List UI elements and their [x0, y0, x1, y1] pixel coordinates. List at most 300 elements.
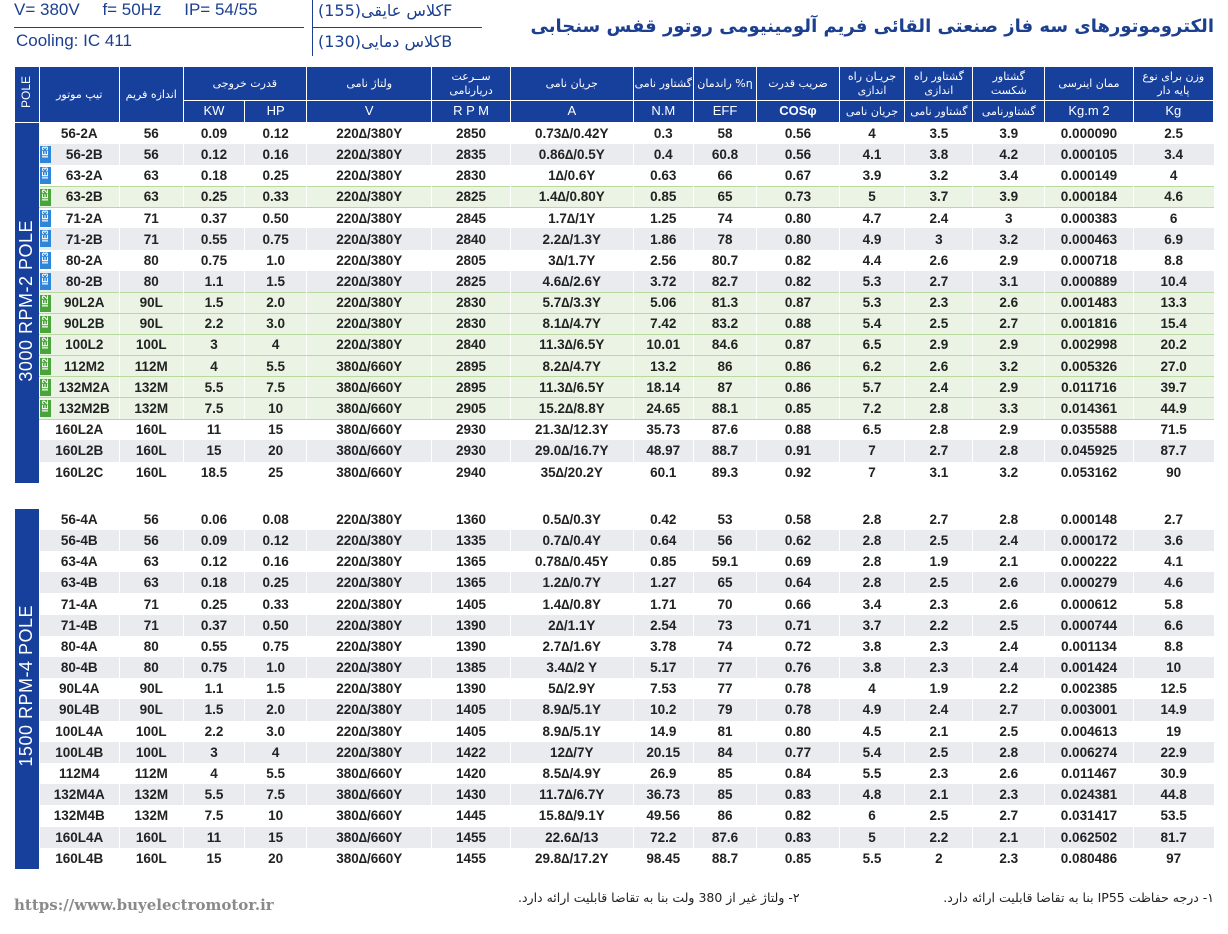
insulation-class: کلاس عایقی(155)F	[318, 1, 453, 20]
cell-kw: 7.5	[183, 805, 245, 826]
cell-weight: 44.9	[1133, 398, 1213, 419]
cell-frame: 71	[119, 228, 183, 249]
cell-type: 56-4B	[39, 530, 119, 551]
cell-efficiency: 58	[693, 123, 757, 144]
cell-hp: 15	[245, 419, 307, 440]
cell-rpm: 2825	[432, 186, 510, 207]
type-label: 132M2B	[58, 401, 110, 417]
table-row	[15, 356, 1214, 377]
cell-weight: 6.9	[1133, 228, 1213, 249]
cell-hp: 20	[245, 440, 307, 461]
cell-type	[39, 228, 119, 249]
cell-breakdown-torque: 3	[973, 207, 1045, 228]
cell-torque: 1.27	[633, 572, 693, 593]
table-row	[15, 250, 1214, 271]
cell-type: 100L4A	[39, 721, 119, 742]
cell-current: 8.1∆/4.7Y	[510, 313, 633, 334]
cell-efficiency: 56	[693, 530, 757, 551]
type-label: 90L2B	[64, 316, 105, 332]
section-label: 1500 RPM-4 POLE	[15, 509, 40, 869]
cell-weight: 8.8	[1133, 250, 1213, 271]
col-voltage: ولتاژ نامی	[307, 67, 432, 101]
cell-torque: 1.71	[633, 593, 693, 614]
cell-voltage: 220∆/380Y	[307, 530, 432, 551]
cell-torque: 7.42	[633, 313, 693, 334]
cell-weight: 4.1	[1133, 551, 1213, 572]
cell-hp: 10	[245, 805, 307, 826]
cell-breakdown-torque: 2.6	[973, 593, 1045, 614]
cell-start-torque: 2.4	[905, 207, 973, 228]
cell-efficiency: 79	[693, 699, 757, 720]
cell-power-factor: 0.78	[757, 678, 839, 699]
cell-start-current: 3.8	[839, 657, 905, 678]
cell-type: 160L4B	[39, 848, 119, 869]
cell-kw: 18.5	[183, 462, 245, 483]
cell-kw: 2.2	[183, 721, 245, 742]
cell-frame: 56	[119, 530, 183, 551]
efficiency-class-badge: IE2	[40, 379, 51, 396]
cell-kw: 1.1	[183, 678, 245, 699]
cell-efficiency: 77	[693, 657, 757, 678]
cell-start-torque: 2.3	[905, 657, 973, 678]
cell-rpm: 2830	[432, 292, 510, 313]
cell-inertia: 0.045925	[1045, 440, 1133, 461]
cell-power-factor: 0.88	[757, 419, 839, 440]
cell-start-current: 3.8	[839, 636, 905, 657]
cell-kw: 7.5	[183, 398, 245, 419]
efficiency-class-badge: IE2	[40, 189, 51, 206]
cell-hp: 0.08	[245, 509, 307, 530]
type-label: 112M2	[64, 358, 105, 374]
cell-power-factor: 0.78	[757, 699, 839, 720]
cell-type: 112M4	[39, 763, 119, 784]
col-current-unit: A	[510, 101, 633, 123]
cell-start-current: 5.5	[839, 848, 905, 869]
cell-weight: 5.8	[1133, 593, 1213, 614]
cell-voltage: 220∆/380Y	[307, 678, 432, 699]
cell-rpm: 1390	[432, 615, 510, 636]
cell-frame: 112M	[119, 356, 183, 377]
cell-breakdown-torque: 4.2	[973, 144, 1045, 165]
table-body	[15, 123, 1214, 869]
cell-breakdown-torque: 2.3	[973, 784, 1045, 805]
cell-inertia: 0.000744	[1045, 615, 1133, 636]
table-row	[15, 144, 1214, 165]
cell-power-factor: 0.69	[757, 551, 839, 572]
cell-frame: 80	[119, 271, 183, 292]
table-row	[15, 530, 1214, 551]
cell-current: 0.73∆/0.42Y	[510, 123, 633, 144]
cell-voltage: 220∆/380Y	[307, 186, 432, 207]
cell-torque: 5.06	[633, 292, 693, 313]
cell-type: 56-4A	[39, 509, 119, 530]
cell-weight: 97	[1133, 848, 1213, 869]
col-hp: HP	[245, 101, 307, 123]
cell-voltage: 380∆/660Y	[307, 763, 432, 784]
type-label: 63-2A	[65, 167, 103, 183]
cell-start-current: 2.8	[839, 551, 905, 572]
cell-inertia: 0.014361	[1045, 398, 1133, 419]
cell-frame: 100L	[119, 742, 183, 763]
table-row	[15, 784, 1214, 805]
cell-inertia: 0.005326	[1045, 356, 1133, 377]
cell-breakdown-torque: 2.9	[973, 377, 1045, 398]
cell-weight: 4.6	[1133, 572, 1213, 593]
cell-type: 100L4B	[39, 742, 119, 763]
cell-kw: 4	[183, 763, 245, 784]
section-gap	[15, 483, 1214, 509]
col-start-current: جریـان راه اندازی	[839, 67, 905, 101]
cell-inertia: 0.062502	[1045, 827, 1133, 848]
cell-start-torque: 2.5	[905, 313, 973, 334]
cell-torque: 1.25	[633, 207, 693, 228]
cell-start-current: 5.5	[839, 763, 905, 784]
cell-power-factor: 0.72	[757, 636, 839, 657]
cell-efficiency: 83.2	[693, 313, 757, 334]
cell-torque: 5.17	[633, 657, 693, 678]
col-inertia: ممان اینرسی	[1045, 67, 1133, 101]
cell-type	[39, 165, 119, 186]
cell-frame: 160L	[119, 440, 183, 461]
cell-rpm: 1405	[432, 593, 510, 614]
cell-torque: 14.9	[633, 721, 693, 742]
cell-voltage: 220∆/380Y	[307, 313, 432, 334]
cell-type: 160L4A	[39, 827, 119, 848]
cell-weight: 53.5	[1133, 805, 1213, 826]
table-row	[15, 377, 1214, 398]
cell-rpm: 2830	[432, 313, 510, 334]
cell-kw: 0.55	[183, 636, 245, 657]
cell-power-factor: 0.77	[757, 742, 839, 763]
cell-type	[39, 292, 119, 313]
type-label: 100L2	[65, 337, 104, 353]
cell-kw: 0.55	[183, 228, 245, 249]
cell-hp: 5.5	[245, 763, 307, 784]
cell-type	[39, 207, 119, 228]
cell-inertia: 0.000889	[1045, 271, 1133, 292]
cell-voltage: 380∆/660Y	[307, 377, 432, 398]
cell-hp: 15	[245, 827, 307, 848]
cell-torque: 48.97	[633, 440, 693, 461]
cell-hp: 20	[245, 848, 307, 869]
table-row	[15, 805, 1214, 826]
cell-start-torque: 3.8	[905, 144, 973, 165]
cell-start-torque: 3.1	[905, 462, 973, 483]
cell-voltage: 380∆/660Y	[307, 356, 432, 377]
table-row	[15, 742, 1214, 763]
cell-hp: 2.0	[245, 292, 307, 313]
cell-current: 1.4∆/0.80Y	[510, 186, 633, 207]
cell-current: 8.9∆/5.1Y	[510, 721, 633, 742]
cell-inertia: 0.000149	[1045, 165, 1133, 186]
cell-torque: 2.56	[633, 250, 693, 271]
cell-power-factor: 0.84	[757, 763, 839, 784]
cell-inertia: 0.002998	[1045, 334, 1133, 355]
cell-type: 90L4A	[39, 678, 119, 699]
efficiency-class-badge: IE2	[40, 400, 51, 417]
cell-hp: 0.75	[245, 228, 307, 249]
cell-kw: 5.5	[183, 377, 245, 398]
table-row	[15, 551, 1214, 572]
cell-voltage: 380∆/660Y	[307, 419, 432, 440]
cell-kw: 3	[183, 334, 245, 355]
cell-type: 56-2A	[39, 123, 119, 144]
cell-current: 5∆/2.9Y	[510, 678, 633, 699]
cell-efficiency: 65	[693, 186, 757, 207]
cell-start-current: 6.5	[839, 419, 905, 440]
cell-start-current: 4	[839, 678, 905, 699]
cell-power-factor: 0.86	[757, 377, 839, 398]
cell-torque: 49.56	[633, 805, 693, 826]
cell-rpm: 2895	[432, 356, 510, 377]
cell-start-torque: 2.9	[905, 334, 973, 355]
cell-current: 1∆/0.6Y	[510, 165, 633, 186]
cell-weight: 3.4	[1133, 144, 1213, 165]
type-label: 56-2B	[65, 146, 103, 162]
cell-inertia: 0.000148	[1045, 509, 1133, 530]
cell-voltage: 220∆/380Y	[307, 250, 432, 271]
cell-inertia: 0.080486	[1045, 848, 1133, 869]
cell-power-factor: 0.66	[757, 593, 839, 614]
col-voltage-unit: V	[307, 101, 432, 123]
cell-voltage: 220∆/380Y	[307, 228, 432, 249]
spec-line	[14, 0, 276, 20]
cell-hp: 1.5	[245, 271, 307, 292]
type-label: 90L2A	[64, 295, 105, 311]
cell-voltage: 380∆/660Y	[307, 848, 432, 869]
cell-rpm: 1445	[432, 805, 510, 826]
cell-start-torque: 3.7	[905, 186, 973, 207]
col-inertia-unit: Kg.m 2	[1045, 101, 1133, 123]
cell-hp: 0.50	[245, 615, 307, 636]
table-row	[15, 848, 1214, 869]
cell-torque: 3.72	[633, 271, 693, 292]
footnote-voltage: ۲- ولتاژ غیر از 380 ولت بنا به تقاضا قابلیت ارائه دارد.	[518, 890, 800, 905]
cell-hp: 0.16	[245, 144, 307, 165]
cell-efficiency: 82.7	[693, 271, 757, 292]
cell-start-torque: 2.8	[905, 419, 973, 440]
type-label: 71-2A	[65, 210, 103, 226]
cell-start-current: 6.5	[839, 334, 905, 355]
cell-current: 35∆/20.2Y	[510, 462, 633, 483]
temperature-class: کلاس دمایی(130)B	[318, 32, 453, 51]
cell-hp: 3.0	[245, 721, 307, 742]
col-type: تیپ موتور	[39, 67, 119, 123]
cell-kw: 3	[183, 742, 245, 763]
cell-start-current: 4.9	[839, 699, 905, 720]
type-label: 63-2B	[65, 189, 103, 205]
cell-frame: 160L	[119, 848, 183, 869]
efficiency-class-badge: IE2	[40, 358, 51, 375]
cell-breakdown-torque: 2.1	[973, 551, 1045, 572]
cell-current: 1.2∆/0.7Y	[510, 572, 633, 593]
cell-breakdown-torque: 2.4	[973, 530, 1045, 551]
cell-start-current: 4.7	[839, 207, 905, 228]
cell-hp: 0.16	[245, 551, 307, 572]
cell-rpm: 2850	[432, 123, 510, 144]
table-row	[15, 228, 1214, 249]
cell-torque: 10.2	[633, 699, 693, 720]
efficiency-class-badge: IE2	[40, 295, 51, 312]
cell-torque: 0.63	[633, 165, 693, 186]
cell-efficiency: 65	[693, 572, 757, 593]
cell-kw: 0.18	[183, 165, 245, 186]
col-speed-unit: R P M	[432, 101, 510, 123]
table-row	[15, 419, 1214, 440]
cell-start-current: 4.5	[839, 721, 905, 742]
cell-weight: 19	[1133, 721, 1213, 742]
cell-voltage: 220∆/380Y	[307, 207, 432, 228]
efficiency-class-badge: IE2	[40, 316, 51, 333]
cell-efficiency: 89.3	[693, 462, 757, 483]
cell-breakdown-torque: 3.2	[973, 228, 1045, 249]
cell-type: 63-4A	[39, 551, 119, 572]
col-breakdown-torque-unit: گشتاورنامی	[973, 101, 1045, 123]
cell-rpm: 1420	[432, 763, 510, 784]
cell-efficiency: 88.1	[693, 398, 757, 419]
cell-kw: 15	[183, 440, 245, 461]
cell-efficiency: 81.3	[693, 292, 757, 313]
cell-efficiency: 70	[693, 593, 757, 614]
cell-inertia: 0.011716	[1045, 377, 1133, 398]
col-current: جریان نامی	[510, 67, 633, 101]
cell-frame: 80	[119, 250, 183, 271]
cell-rpm: 2905	[432, 398, 510, 419]
col-efficiency: راندمان %η	[693, 67, 757, 101]
cell-type: 71-4B	[39, 615, 119, 636]
cell-hp: 2.0	[245, 699, 307, 720]
cell-start-torque: 2.6	[905, 250, 973, 271]
efficiency-class-badge: IE2	[40, 337, 51, 354]
cell-weight: 30.9	[1133, 763, 1213, 784]
cell-start-torque: 2.5	[905, 572, 973, 593]
spec-divider	[14, 27, 304, 28]
cell-power-factor: 0.91	[757, 440, 839, 461]
cell-weight: 3.6	[1133, 530, 1213, 551]
cell-frame: 132M	[119, 398, 183, 419]
col-torque: گشتاور نامی	[633, 67, 693, 101]
table-row	[15, 636, 1214, 657]
cell-voltage: 380∆/660Y	[307, 398, 432, 419]
cell-voltage: 220∆/380Y	[307, 636, 432, 657]
cell-efficiency: 66	[693, 165, 757, 186]
cell-efficiency: 86	[693, 356, 757, 377]
cell-frame: 160L	[119, 419, 183, 440]
cell-breakdown-torque: 2.3	[973, 848, 1045, 869]
cell-current: 15.8∆/9.1Y	[510, 805, 633, 826]
cell-inertia: 0.001483	[1045, 292, 1133, 313]
cell-start-current: 5	[839, 186, 905, 207]
cell-power-factor: 0.56	[757, 144, 839, 165]
cell-current: 21.3∆/12.3Y	[510, 419, 633, 440]
cell-start-torque: 3.2	[905, 165, 973, 186]
cell-kw: 0.06	[183, 509, 245, 530]
cell-hp: 4	[245, 334, 307, 355]
cell-type: 132M4B	[39, 805, 119, 826]
cell-efficiency: 80.7	[693, 250, 757, 271]
table-row	[15, 678, 1214, 699]
cell-hp: 3.0	[245, 313, 307, 334]
cell-inertia: 0.003001	[1045, 699, 1133, 720]
cell-current: 2.2∆/1.3Y	[510, 228, 633, 249]
cell-weight: 81.7	[1133, 827, 1213, 848]
cell-power-factor: 0.62	[757, 530, 839, 551]
cell-start-torque: 2.3	[905, 292, 973, 313]
cell-torque: 0.85	[633, 551, 693, 572]
cell-inertia: 0.000383	[1045, 207, 1133, 228]
cell-kw: 1.5	[183, 292, 245, 313]
cell-power-factor: 0.80	[757, 207, 839, 228]
page-title: الکتروموتورهای سه فاز صنعتی القائی فریم آلومینیومی روتور قفس سنجابی	[530, 16, 1214, 37]
table-row	[15, 699, 1214, 720]
cell-efficiency: 59.1	[693, 551, 757, 572]
cell-start-current: 4	[839, 123, 905, 144]
cell-efficiency: 85	[693, 784, 757, 805]
cell-voltage: 220∆/380Y	[307, 572, 432, 593]
cell-start-current: 6	[839, 805, 905, 826]
cell-breakdown-torque: 2.2	[973, 678, 1045, 699]
cell-kw: 11	[183, 419, 245, 440]
cell-frame: 100L	[119, 721, 183, 742]
cell-type	[39, 334, 119, 355]
cell-kw: 0.37	[183, 615, 245, 636]
cell-start-current: 6.2	[839, 356, 905, 377]
cell-voltage: 220∆/380Y	[307, 699, 432, 720]
cell-rpm: 1430	[432, 784, 510, 805]
cell-kw: 0.12	[183, 551, 245, 572]
cell-start-torque: 2.3	[905, 593, 973, 614]
cell-breakdown-torque: 2.7	[973, 699, 1045, 720]
cell-voltage: 380∆/660Y	[307, 827, 432, 848]
cell-rpm: 2830	[432, 165, 510, 186]
cell-start-torque: 2.7	[905, 509, 973, 530]
table-row	[15, 123, 1214, 144]
cell-rpm: 1365	[432, 551, 510, 572]
col-speed: ســرعت دریارنامی	[432, 67, 510, 101]
cell-current: 0.78∆/0.45Y	[510, 551, 633, 572]
cell-weight: 71.5	[1133, 419, 1213, 440]
cell-power-factor: 0.80	[757, 721, 839, 742]
cell-rpm: 1455	[432, 848, 510, 869]
cell-power-factor: 0.76	[757, 657, 839, 678]
cell-current: 8.9∆/5.1Y	[510, 699, 633, 720]
cell-voltage: 220∆/380Y	[307, 742, 432, 763]
efficiency-class-badge: IE3	[40, 252, 51, 269]
cell-inertia: 0.006274	[1045, 742, 1133, 763]
table-row	[15, 827, 1214, 848]
cell-breakdown-torque: 3.4	[973, 165, 1045, 186]
cell-start-torque: 2.7	[905, 271, 973, 292]
efficiency-class-badge: IE3	[40, 146, 51, 163]
efficiency-class-badge: IE3	[40, 210, 51, 227]
cell-inertia: 0.000172	[1045, 530, 1133, 551]
cell-efficiency: 53	[693, 509, 757, 530]
cell-breakdown-torque: 3.2	[973, 356, 1045, 377]
cell-torque: 0.42	[633, 509, 693, 530]
cell-frame: 132M	[119, 784, 183, 805]
table-row	[15, 615, 1214, 636]
cell-torque: 0.64	[633, 530, 693, 551]
cell-kw: 0.75	[183, 250, 245, 271]
cell-frame: 56	[119, 144, 183, 165]
cell-start-current: 2.8	[839, 530, 905, 551]
cell-breakdown-torque: 2.8	[973, 440, 1045, 461]
cell-type	[39, 271, 119, 292]
cell-frame: 160L	[119, 827, 183, 848]
cell-power-factor: 0.83	[757, 827, 839, 848]
website-url[interactable]: https://www.buyelectromotor.ir	[14, 896, 274, 914]
cell-inertia: 0.001424	[1045, 657, 1133, 678]
